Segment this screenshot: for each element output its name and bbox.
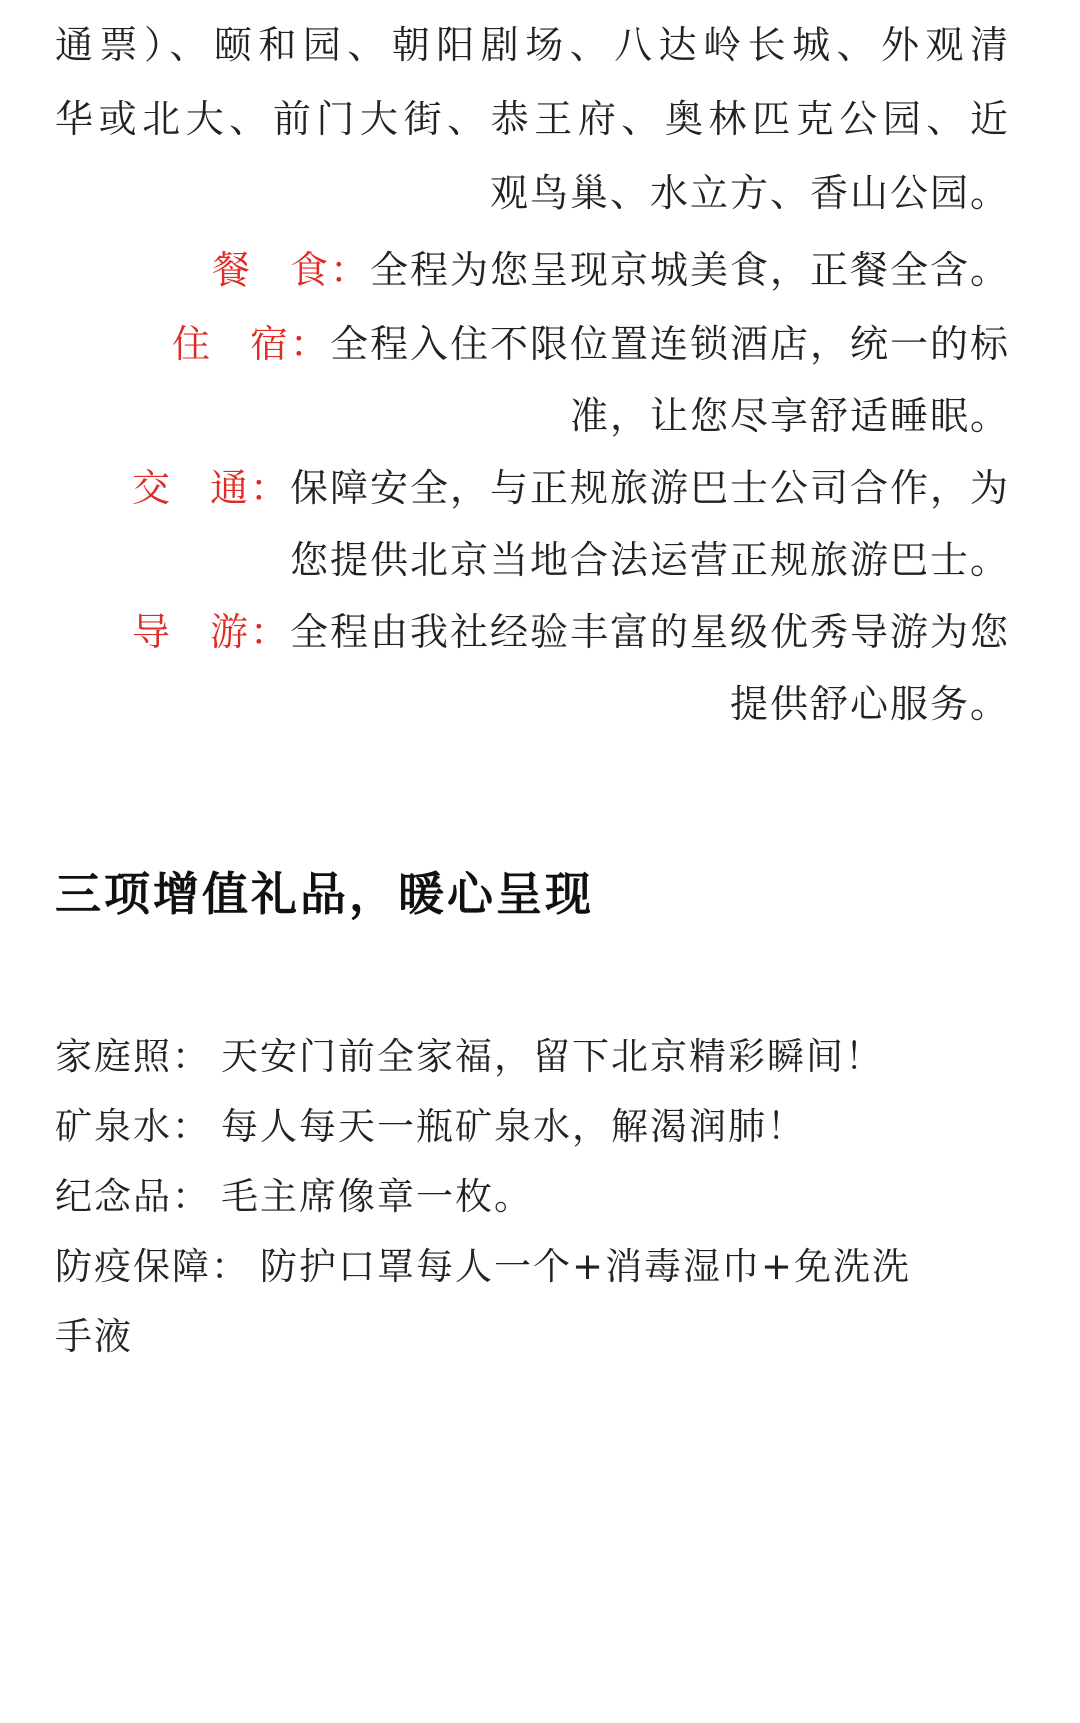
gift-item-text: 每人每天一瓶矿泉水，解渴润肺！ bbox=[221, 1105, 806, 1148]
sights-line-2: 华或北大、前门大街、恭王府、奥林匹克公园、近 bbox=[55, 97, 1010, 141]
service-stay bbox=[55, 308, 1010, 380]
service-transport-label: 交 通： bbox=[131, 466, 290, 510]
service-transport-text-2: 您提供北京当地合法运营正规旅游巴士。 bbox=[289, 538, 1010, 582]
service-stay-label: 住 宿： bbox=[171, 322, 330, 366]
gift-list bbox=[55, 1022, 955, 1372]
service-food bbox=[55, 230, 1010, 310]
gift-item-label: 家庭照： bbox=[55, 1035, 211, 1078]
gift-item-label: 防疫保障： bbox=[55, 1245, 250, 1288]
service-food-text: 全程为您呈现京城美食，正餐全含。 bbox=[369, 248, 1010, 292]
service-transport-text: 保障安全，与正规旅游巴士公司合作，为 bbox=[289, 466, 1010, 510]
sights-line-3: 观鸟巢、水立方、香山公园。 bbox=[489, 171, 1010, 215]
gift-item bbox=[55, 1162, 955, 1232]
service-guide-text-2: 提供舒心服务。 bbox=[729, 682, 1010, 726]
service-transport bbox=[55, 452, 1010, 524]
gift-item-continuation: 手液 bbox=[55, 1315, 133, 1358]
gift-item-text: 防护口罩每人一个+消毒湿巾+免洗洗 bbox=[260, 1245, 912, 1288]
gift-item-text: 毛主席像章一枚。 bbox=[221, 1175, 533, 1218]
service-guide-label: 导 游： bbox=[131, 610, 290, 654]
gift-item bbox=[55, 1022, 955, 1092]
service-guide bbox=[55, 596, 1010, 668]
service-food-label: 餐 食： bbox=[211, 248, 370, 292]
service-stay-text-2: 准，让您尽享舒适睡眠。 bbox=[569, 394, 1010, 438]
itinerary-services bbox=[55, 8, 1010, 740]
sights-line-1: 通票）、颐和园、朝阳剧场、八达岭长城、外观清 bbox=[55, 23, 1010, 67]
gift-item-label: 矿泉水： bbox=[55, 1105, 211, 1148]
service-stay-text: 全程入住不限位置连锁酒店，统一的标 bbox=[329, 322, 1010, 366]
gift-item-label: 纪念品： bbox=[55, 1175, 211, 1218]
gift-item-text: 天安门前全家福，留下北京精彩瞬间！ bbox=[221, 1035, 884, 1078]
section-title: 三项增值礼品，暖心呈现 bbox=[55, 867, 594, 921]
gift-item bbox=[55, 1232, 955, 1302]
gift-item bbox=[55, 1092, 955, 1162]
service-guide-text: 全程由我社经验丰富的星级优秀导游为您 bbox=[289, 610, 1010, 654]
